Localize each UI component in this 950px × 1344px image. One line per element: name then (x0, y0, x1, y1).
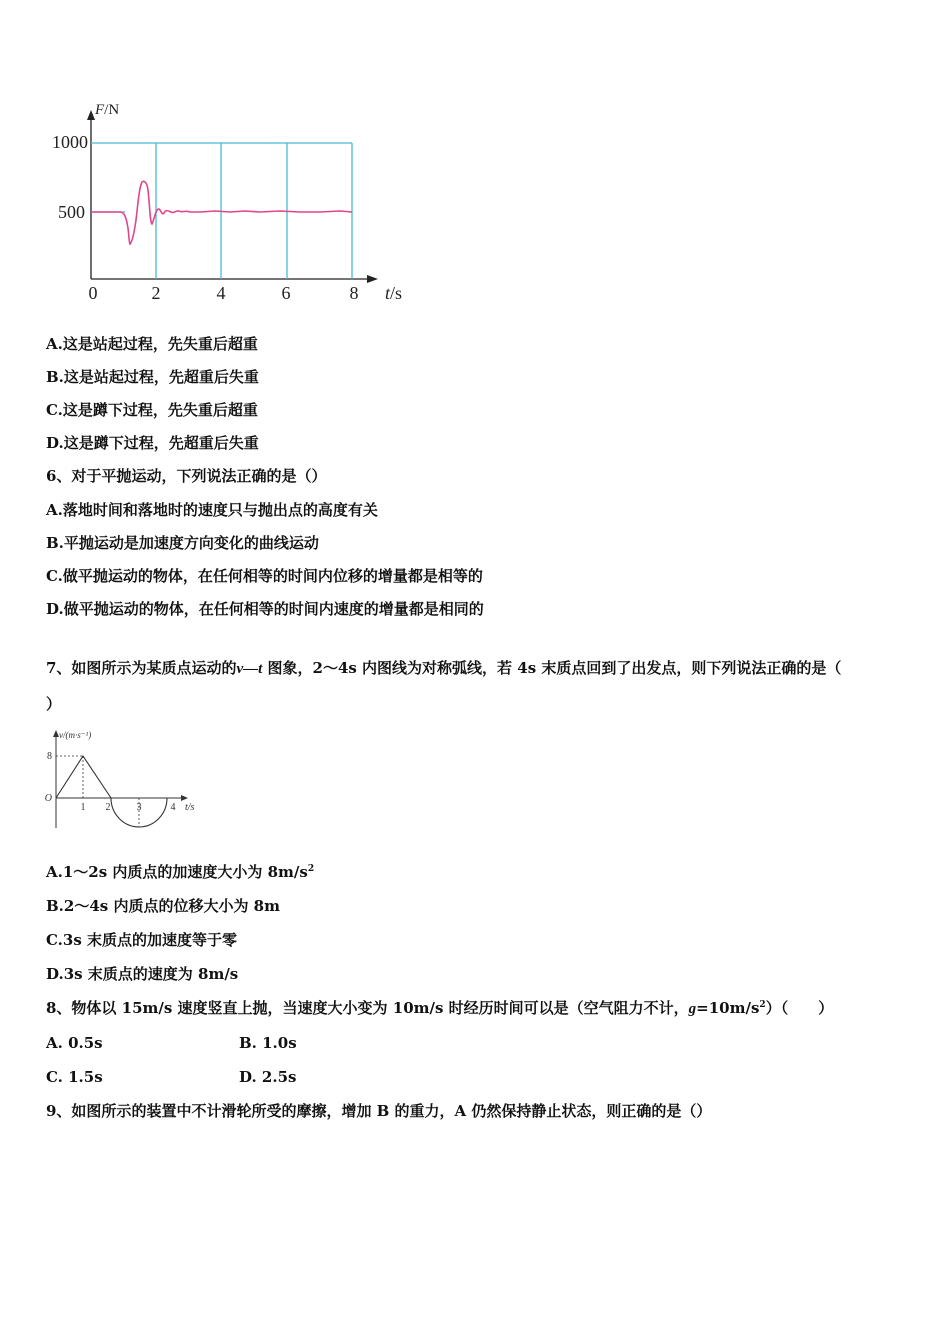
q7-option-a (46, 862, 314, 882)
q8-stem (46, 998, 833, 1019)
y-tick-1000: 1000 (52, 132, 88, 152)
vt-origin: O (44, 793, 52, 804)
q8-stem-pre: 8、物体以 15m/s 速度竖直上抛，当速度大小变为 10m/s 时经历时间可以是（空气阻力不计， (46, 999, 689, 1017)
q7-option-a-sup: 2 (307, 864, 315, 874)
q5-option-b: B.这是站起过程，先超重后失重 (46, 368, 259, 386)
x-axis-arrow (367, 275, 378, 283)
q6-option-d: D.做平抛运动的物体，在任何相等的时间内速度的增量都是相同的 (46, 600, 484, 618)
q7-stem-var: v—t (236, 661, 263, 677)
x-axis-label-unit: /s (390, 283, 403, 303)
q6-stem: 6、对于平抛运动，下列说法正确的是（） (46, 467, 327, 485)
q7-option-d: D.3s 末质点的速度为 8m/s (46, 965, 239, 983)
y-axis-label-var: F (95, 102, 105, 118)
q5-option-d: D.这是蹲下过程，先超重后失重 (46, 434, 259, 452)
x-axis-label-var: t (385, 283, 391, 303)
q8-option-a: A. 0.5s (46, 1034, 103, 1052)
x-tick-0: 0 (88, 283, 98, 303)
q5-option-c: C.这是蹲下过程，先失重后超重 (46, 401, 258, 419)
q8-stem-var: g (688, 1001, 697, 1017)
x-tick-6: 6 (281, 283, 291, 303)
q6-option-c: C.做平抛运动的物体，在任何相等的时间内位移的增量都是相等的 (46, 567, 483, 585)
q7-stem-pre: 7、如图所示为某质点运动的 (46, 659, 237, 677)
q8-option-d: D. 2.5s (239, 1068, 297, 1086)
q7-option-a-text: A.1～2s 内质点的加速度大小为 8m/s (46, 863, 308, 881)
q6-option-a: A.落地时间和落地时的速度只与抛出点的高度有关 (46, 501, 378, 519)
q7-stem-post: 图象，2～4s 内图线为对称弧线，若 4s 末质点回到了出发点，则下列说法正确的是（ (262, 659, 842, 677)
vt-x-label: t/s (185, 802, 195, 813)
vt-y-label: v/(m·s⁻¹) (59, 730, 92, 740)
velocity-time-graph (42, 726, 212, 834)
vt-y-tick-8: 8 (47, 751, 52, 762)
vt-x-tick-1: 1 (80, 802, 86, 813)
y-tick-500: 500 (58, 202, 85, 222)
vt-x-tick-3: 3 (136, 802, 142, 813)
y-axis-label (94, 102, 119, 118)
q7-option-c: C.3s 末质点的加速度等于零 (46, 931, 238, 949)
x-axis-label (385, 283, 402, 303)
vt-x-tick-4: 4 (170, 802, 176, 813)
y-axis-label-unit: /N (104, 102, 120, 118)
q7-stem-close: ） (46, 695, 62, 713)
q7-option-b: B.2～4s 内质点的位移大小为 8m (46, 897, 280, 915)
q8-stem-post: ）（ ） (765, 999, 834, 1017)
x-tick-2: 2 (151, 283, 161, 303)
vt-x-tick-2: 2 (105, 802, 111, 813)
y-axis-arrow (87, 110, 95, 120)
q6-option-b: B.平抛运动是加速度方向变化的曲线运动 (46, 534, 319, 552)
force-time-graph (40, 96, 420, 308)
x-tick-8: 8 (349, 283, 359, 303)
vt-x-axis-arrow (181, 795, 188, 801)
q9-stem: 9、如图所示的装置中不计滑轮所受的摩擦，增加 B 的重力，A 仍然保持静止状态，则正确的是（） (46, 1102, 712, 1120)
q8-option-c: C. 1.5s (46, 1068, 103, 1086)
x-tick-4: 4 (216, 283, 226, 303)
vt-curve (56, 756, 167, 827)
q7-stem (46, 658, 841, 679)
q8-option-b: B. 1.0s (239, 1034, 297, 1052)
q5-option-a: A.这是站起过程，先失重后超重 (46, 335, 258, 353)
q8-stem-mid: =10m/s (696, 999, 760, 1017)
q8-stem-sup: 2 (759, 1000, 766, 1010)
